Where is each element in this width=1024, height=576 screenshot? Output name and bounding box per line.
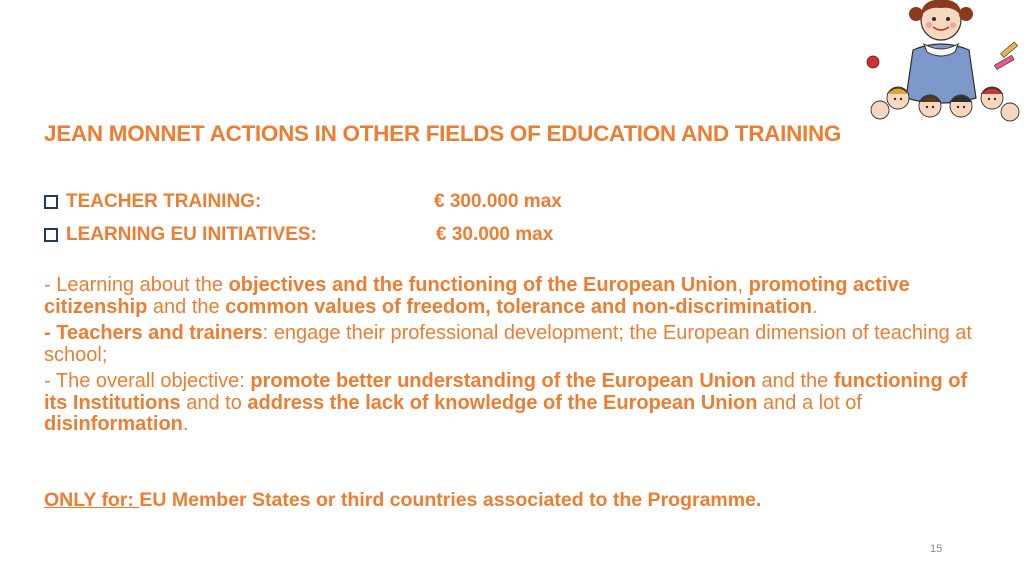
eligibility-label: ONLY for: [44,489,140,511]
cartoon-children-icon [858,0,1024,125]
paragraph-learning: - Learning about the objectives and the functioning of the European Union, promoting active citizenship and the common values of freedom, tolerance and non-discrimination. [44,274,910,318]
checkbox-bullet-icon [44,228,58,242]
body-text [44,275,984,441]
bullet-label: LEARNING EU INITIATIVES: [66,224,317,245]
eligibility-note [44,489,761,512]
bullet-amount: € 300.000 max [434,191,562,212]
bullet-label: TEACHER TRAINING: [66,191,262,212]
paragraph-teachers: - Teachers and trainers: engage their professional development; the European dimension of teaching at school; [44,322,972,366]
slide-title: JEAN MONNET ACTIONS IN OTHER FIELDS OF EDUCATION AND TRAINING [44,121,842,146]
checkbox-bullet-icon [44,195,58,209]
page-number: 15 [930,543,943,555]
bullet-learning-eu-initiatives [44,222,317,248]
bullet-amount: € 30.000 max [436,224,554,245]
eligibility-text: EU Member States or third countries associated to the Programme. [139,489,762,511]
paragraph-objective: - The overall objective: promote better understanding of the European Union and the functioning of its Institutions and to address the lack of knowledge of the European Union and a lot of disinformation. [44,370,968,435]
bullet-teacher-training [44,189,261,215]
